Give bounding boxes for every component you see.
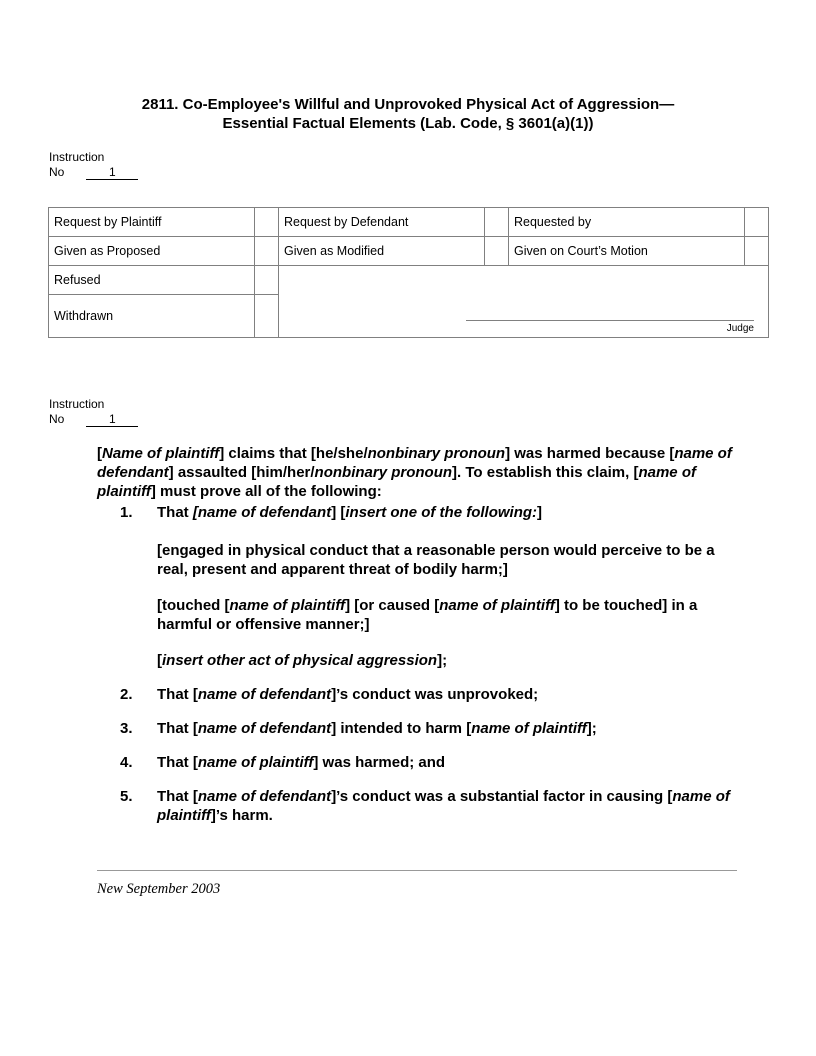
requested-by-box[interactable] — [745, 208, 769, 237]
italic-placeholder: insert other act of physical aggression — [162, 652, 438, 669]
instruction-no-label: No — [49, 165, 65, 179]
instruction-number-bottom — [49, 397, 138, 427]
text-segment: [ — [97, 445, 102, 462]
text-segment: That [ — [157, 686, 198, 703]
italic-placeholder: name of plaintiff — [97, 464, 696, 500]
instruction-number: 1 — [86, 413, 138, 427]
italic-placeholder: name of defendant — [197, 720, 332, 737]
text-segment: ] must prove all of the following: — [150, 483, 382, 500]
text-segment: ]’s harm. — [210, 807, 273, 824]
intro-paragraph — [97, 444, 737, 501]
text-segment: ]’s conduct was unprovoked; — [331, 686, 539, 703]
instruction-no-label: No — [49, 412, 65, 426]
given-as-modified-label: Given as Modified — [279, 237, 485, 266]
given-as-proposed-label: Given as Proposed — [49, 237, 255, 266]
instruction-label: Instruction — [49, 150, 105, 164]
element-item-2 — [97, 685, 737, 704]
instruction-number-top — [49, 150, 138, 180]
element-item-1 — [97, 503, 737, 522]
item-text — [157, 720, 597, 737]
item-number: 4. — [120, 754, 133, 771]
text-segment: ] assaulted [him/her/ — [168, 464, 315, 481]
judge-signature-line[interactable] — [466, 320, 754, 321]
text-segment: ] was harmed because [ — [505, 445, 675, 462]
text-segment: That [ — [157, 754, 198, 771]
italic-placeholder: name of plaintiff — [471, 720, 587, 737]
italic-placeholder: insert one of the following: — [345, 504, 538, 521]
element-item-3 — [97, 719, 737, 738]
request-by-defendant-box[interactable] — [485, 208, 509, 237]
text-segment: That [ — [157, 788, 198, 805]
text-segment: That [ — [157, 720, 198, 737]
italic-placeholder: name of plaintiff — [439, 597, 555, 614]
text-segment: ] [or caused [ — [345, 597, 440, 614]
refused-label: Refused — [49, 266, 255, 295]
text-segment: That — [157, 504, 193, 521]
text-segment: [engaged in physical conduct that a reasonable person would perceive to be a real, present and apparent threat of bodily harm;] — [157, 542, 715, 578]
italic-placeholder: nonbinary pronoun — [367, 445, 506, 462]
given-as-modified-box[interactable] — [485, 237, 509, 266]
text-segment: ] intended to harm [ — [331, 720, 472, 737]
title-line-2: Essential Factual Elements (Lab. Code, § 3601(a)(1)) — [222, 115, 594, 132]
text-segment: [ — [157, 652, 162, 669]
document-title — [60, 95, 756, 133]
item-text — [157, 504, 542, 521]
given-on-courts-motion-label: Given on Court’s Motion — [509, 237, 745, 266]
text-segment: ] [ — [331, 504, 346, 521]
withdrawn-box[interactable] — [255, 295, 279, 338]
title-line-1: 2811. Co-Employee's Willful and Unprovoked Physical Act of Aggression— — [141, 96, 675, 113]
italic-placeholder: Name of plaintiff — [102, 445, 220, 462]
given-as-proposed-box[interactable] — [255, 237, 279, 266]
instruction-label: Instruction — [49, 397, 105, 411]
element-item-5 — [97, 787, 737, 825]
item-number: 3. — [120, 720, 133, 737]
text-segment: ]; — [586, 720, 597, 737]
request-by-defendant-label: Request by Defendant — [279, 208, 485, 237]
text-segment: ] was harmed; and — [313, 754, 446, 771]
item-number: 2. — [120, 686, 133, 703]
text-segment: ] claims that [he/she/ — [219, 445, 368, 462]
judge-signature-cell — [279, 266, 769, 338]
revision-note: New September 2003 — [97, 881, 221, 897]
text-segment: ] to be touched] in a harmful or offensive manner;] — [157, 597, 698, 633]
refused-box[interactable] — [255, 266, 279, 295]
requested-by-label: Requested by — [509, 208, 745, 237]
italic-placeholder: name of defendant — [97, 445, 732, 481]
text-segment: ]. To establish this claim, [ — [452, 464, 639, 481]
given-on-courts-motion-box[interactable] — [745, 237, 769, 266]
instruction-number: 1 — [86, 166, 138, 180]
request-table — [48, 207, 769, 338]
item-text — [157, 686, 538, 703]
italic-placeholder: nonbinary pronoun — [314, 464, 453, 481]
judge-label: Judge — [726, 323, 754, 334]
request-by-plaintiff-label: Request by Plaintiff — [49, 208, 255, 237]
option-other-act — [97, 651, 737, 670]
text-segment: [touched [ — [157, 597, 230, 614]
text-segment: ]; — [437, 652, 448, 669]
item-number: 5. — [120, 788, 133, 805]
italic-placeholder: name of defendant — [197, 686, 332, 703]
footer-divider — [97, 870, 737, 871]
option-touched — [97, 596, 737, 634]
italic-placeholder: name of plaintiff — [157, 788, 730, 824]
item-text — [157, 754, 445, 771]
italic-placeholder: name of defendant — [197, 788, 332, 805]
text-segment: ] — [537, 504, 543, 521]
text-segment: ]’s conduct was a substantial factor in causing [ — [331, 788, 673, 805]
instruction-body — [97, 444, 737, 825]
italic-placeholder: name of plaintiff — [197, 754, 314, 771]
item-number: 1. — [120, 504, 133, 521]
element-item-4 — [97, 753, 737, 772]
request-by-plaintiff-box[interactable] — [255, 208, 279, 237]
option-physical-conduct — [97, 541, 737, 579]
italic-placeholder: [name of defendant — [192, 504, 332, 521]
italic-placeholder: name of plaintiff — [229, 597, 346, 614]
withdrawn-label: Withdrawn — [49, 295, 255, 338]
item-text — [157, 788, 730, 824]
